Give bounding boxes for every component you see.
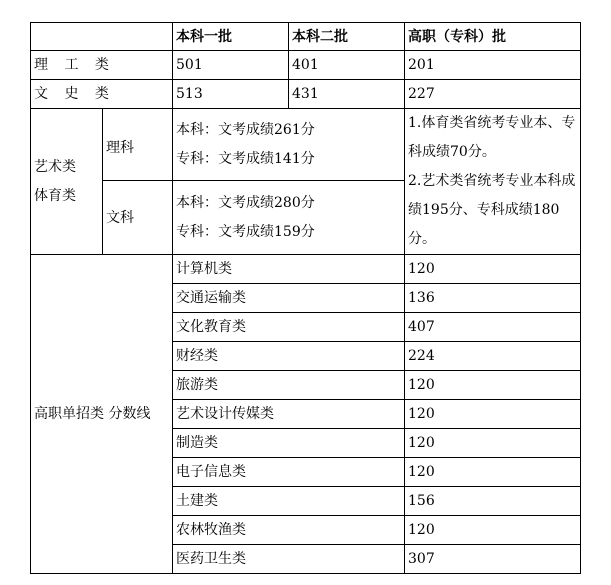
vocational-score: 156 [405,487,581,516]
science-label-text: 理科 [106,139,134,156]
note-sports: 1.体育类省统考专业本、专科成绩70分。 [408,115,576,160]
vocational-category: 医药卫生类 [173,545,405,574]
header-row [31,23,581,51]
vocational-score: 136 [405,284,581,313]
score-cell: 401 [289,51,405,80]
vocational-score: 407 [405,313,581,342]
sports-label: 体育类 [34,187,76,204]
vocational-score: 120 [405,429,581,458]
vocational-category: 农林牧渔类 [173,516,405,545]
vocational-category: 旅游类 [173,371,405,400]
vocational-category: 土建类 [173,487,405,516]
header-vocational-batch: 高职（专科）批 [405,23,581,51]
vocational-score: 120 [405,400,581,429]
vocational-category: 电子信息类 [173,458,405,487]
row-liberal-arts [31,80,581,109]
vocational-label: 高职单招类 分数线 [31,255,173,574]
vocational-row [31,255,581,284]
vocational-category: 交通运输类 [173,284,405,313]
score-table [30,22,581,574]
vocational-score: 307 [405,545,581,574]
art-label: 艺术类 [34,158,76,175]
science-vocational: 专科：文考成绩141分 [176,150,315,167]
score-cell: 227 [405,80,581,109]
vocational-category: 文化教育类 [173,313,405,342]
vocational-score: 224 [405,342,581,371]
science-scores [173,109,405,181]
row-science-engineering [31,51,581,80]
score-cell: 201 [405,51,581,80]
vocational-score: 120 [405,458,581,487]
liberal-label: 文科 [103,181,173,255]
art-sports-notes [405,109,581,255]
score-cell: 431 [289,80,405,109]
header-first-batch: 本科一批 [173,23,289,51]
score-cell: 513 [173,80,289,109]
vocational-category: 制造类 [173,429,405,458]
vocational-score: 120 [405,371,581,400]
art-sports-label [31,109,103,255]
row-label: 理 工 类 [31,51,173,80]
vocational-category: 财经类 [173,342,405,371]
header-second-batch: 本科二批 [289,23,405,51]
header-cell-empty [31,23,173,51]
liberal-vocational: 专科：文考成绩159分 [176,223,315,240]
vocational-score: 120 [405,255,581,284]
note-art: 2.艺术类省统考专业本科成绩195分、专科成绩180分。 [408,173,576,247]
science-bachelor: 本科：文考成绩261分 [176,121,315,138]
liberal-scores [173,181,405,255]
vocational-category: 计算机类 [173,255,405,284]
score-cell: 501 [173,51,289,80]
vocational-category: 艺术设计传媒类 [173,400,405,429]
row-art-science [31,109,581,181]
vocational-score: 120 [405,516,581,545]
row-label: 文 史 类 [31,80,173,109]
science-label [103,109,173,181]
liberal-bachelor: 本科：文考成绩280分 [176,194,315,211]
